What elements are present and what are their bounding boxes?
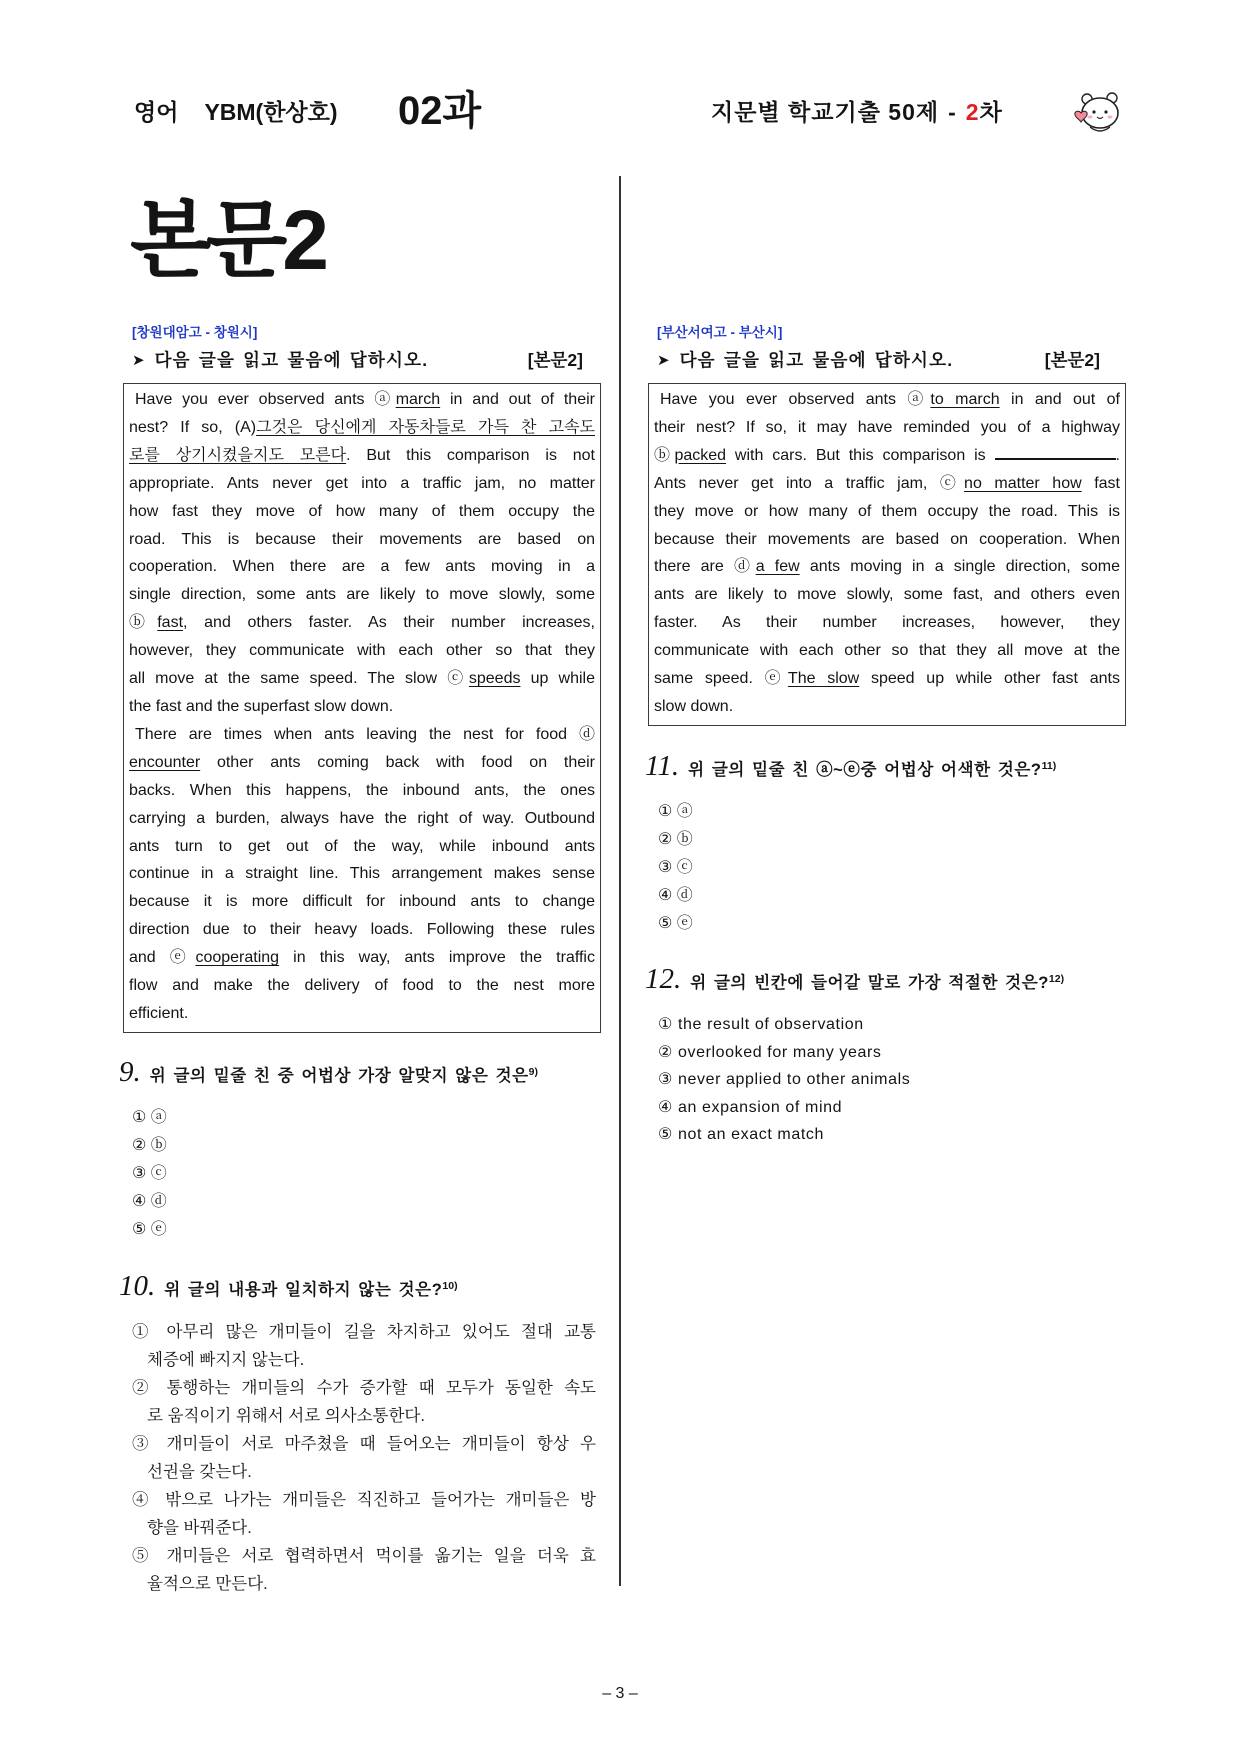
answer-option-5: [658, 910, 858, 938]
passage-line: [129, 442, 595, 470]
question-header: [119, 1269, 596, 1309]
passage-text: ⓑ: [654, 446, 675, 464]
passage-line: [129, 1000, 595, 1028]
option-text: ④ ⓓ: [658, 887, 693, 904]
passage-line: [129, 553, 595, 581]
passage-text: faster. As their number increases, however, they: [654, 614, 1120, 632]
option-text: ⑤ 개미들은 서로 협력하면서 먹이를 옮기는 일을 더욱 효: [132, 1547, 596, 1565]
question-10: [119, 1269, 596, 1598]
passage-line: [654, 693, 1120, 721]
passage-box: [648, 383, 1126, 726]
passage-line: [654, 442, 1120, 470]
passage-tag: [본문2]: [1044, 350, 1100, 370]
passage-line: [654, 637, 1120, 665]
passage-text: direction due to their heavy loads. Following these rules: [129, 921, 595, 939]
question-prompt: 위 글의 빈칸에 들어갈 말로 가장 적절한 것은?: [690, 974, 1049, 992]
option-text: 향을 바꿔준다.: [147, 1519, 252, 1537]
question-ref: 9): [528, 1066, 538, 1078]
passage-text: other ants coming back with food on their: [200, 753, 595, 771]
source-label: [부산서여고 - 부산시]: [657, 325, 783, 340]
instruction-row: [657, 348, 1100, 372]
answer-options: [132, 1318, 596, 1598]
option-text: 체증에 빠지지 않는다.: [147, 1351, 305, 1369]
passage-text: There are times when ants leaving the nest for food ⓓ: [135, 725, 595, 743]
passage-text: in and out of their: [440, 391, 595, 408]
question-12: [645, 962, 1098, 1149]
passage-line: [654, 470, 1120, 498]
question-number: 9.: [119, 1056, 141, 1088]
header-subject-block: [134, 100, 338, 124]
question-header: [645, 749, 1056, 789]
passage-line: [654, 386, 1120, 414]
underlined-text: march: [395, 391, 441, 408]
question-number: 10.: [119, 1270, 156, 1302]
option-text: 율적으로 만든다.: [147, 1575, 268, 1593]
passage-line: [129, 805, 595, 833]
passage-text: their nest? If so, it may have reminded you of a highway: [654, 418, 1120, 436]
answer-option-2: [658, 826, 858, 854]
passage-text: ants are likely to move slowly, some fast, and others even: [654, 586, 1120, 604]
instruction-row: [132, 348, 583, 372]
passage-line: [654, 553, 1120, 581]
passage-text: backs. When this happens, the inbound ants, the ones: [129, 781, 595, 799]
passage-text: communicate with each other so that they all move at the: [654, 642, 1120, 660]
underlined-text: to march: [930, 391, 1000, 408]
passage-text: appropriate. Ants never get into a traffic jam, no matter: [129, 474, 595, 492]
passage-line: [654, 526, 1120, 554]
underlined-text: encounter: [129, 753, 201, 771]
passage-line: [129, 414, 595, 442]
instruction-lead: [132, 348, 428, 372]
option-text: ⑤ ⓔ: [658, 915, 693, 932]
passage-text: in this way, ants improve the traffic: [279, 949, 595, 967]
passage-text: they move or how many of them occupy the road. This is: [654, 502, 1120, 520]
passage-text: however, they communicate with each other so that they: [129, 642, 595, 660]
answer-option-1: [658, 1011, 1098, 1039]
arrow-icon: [132, 348, 145, 372]
series-dash: -: [948, 99, 957, 125]
passage-line: [129, 944, 595, 972]
passage-tag: [본문2]: [527, 350, 583, 370]
passage-text: road. This is because their movements are based on: [129, 530, 595, 548]
passage-text: single direction, some ants are likely to move slowly, some: [129, 586, 595, 604]
bear-mascot-icon: [1072, 86, 1124, 136]
passage-text: speed up while other fast ants: [859, 670, 1120, 688]
answer-blank: [995, 444, 1116, 460]
question-11: [645, 749, 1056, 938]
question-9: [119, 1055, 538, 1244]
source-label: [창원대암고 - 창원시]: [132, 325, 258, 340]
passage-text: how fast they move of how many of them occupy the: [129, 502, 595, 520]
answer-option-4: [658, 882, 858, 910]
underlined-text: cooperating: [195, 949, 280, 967]
answer-option-4: [132, 1486, 596, 1542]
passage-box: [123, 383, 601, 1033]
question-number: 12.: [645, 963, 682, 995]
publisher-label: YBM(한상호): [204, 99, 338, 125]
option-text: ⑤ ⓔ: [132, 1221, 167, 1238]
question-ref: 12): [1048, 973, 1065, 985]
arrow-icon: [657, 348, 670, 372]
underlined-text: 로를 상기시켰을지도 모른다: [129, 446, 347, 464]
passage-line: [129, 777, 595, 805]
answer-option-5: [658, 1121, 1098, 1149]
passage-line: [129, 972, 595, 1000]
page-number: – 3 –: [602, 1685, 638, 1702]
option-text: ① 아무리 많은 개미들이 길을 차지하고 있어도 절대 교통: [132, 1323, 596, 1341]
passage-text: all move at the same speed. The slow ⓒ: [129, 670, 469, 688]
passage-line: [129, 665, 595, 693]
answer-option-5: [132, 1542, 596, 1598]
passage-text: with cars. But this comparison is: [726, 446, 995, 464]
underlined-text: speeds: [468, 670, 521, 688]
series-label-block: [711, 100, 1003, 124]
passage-line: [129, 581, 595, 609]
answer-options: [132, 1104, 332, 1244]
option-text: ① ⓐ: [132, 1109, 167, 1126]
underlined-text: packed: [674, 446, 727, 464]
passage-text: . But this comparison is not: [346, 446, 595, 464]
answer-option-5: [132, 1216, 332, 1244]
passage-text: fast: [1081, 474, 1121, 492]
answer-option-4: [658, 1094, 1098, 1122]
question-header: [645, 962, 1098, 1002]
passage-text: ants moving in a single direction, some: [799, 558, 1120, 576]
passage-text: Have you ever observed ants ⓐ: [660, 391, 931, 408]
underlined-text: The slow: [787, 670, 860, 688]
passage-line: [129, 609, 595, 637]
passage-text: cooperation. When there are a few ants moving in a: [129, 558, 595, 576]
passage-line: [129, 386, 595, 414]
answer-option-4: [132, 1188, 332, 1216]
question-prompt: 위 글의 내용과 일치하지 않는 것은?: [164, 1281, 443, 1299]
passage-text: nest? If so, (A): [129, 418, 257, 436]
option-text: ② overlooked for many years: [658, 1043, 882, 1061]
underlined-text: fast: [157, 614, 184, 632]
answer-option-2: [132, 1374, 596, 1430]
answer-option-1: [132, 1318, 596, 1374]
question-prompt: 위 글의 밑줄 친 중 어법상 가장 알맞지 않은 것은: [149, 1067, 529, 1085]
underlined-text: a few: [755, 558, 800, 576]
series-label: 지문별 학교기출 50제: [711, 99, 940, 125]
option-text: ① ⓐ: [658, 803, 693, 820]
round-suffix: 차: [979, 99, 1003, 125]
underlined-text: no matter how: [964, 474, 1082, 492]
passage-text: same speed. ⓔ: [654, 670, 788, 688]
passage-text: up while: [520, 670, 595, 688]
passage-line: [129, 498, 595, 526]
answer-option-1: [658, 798, 858, 826]
passage-line: [654, 609, 1120, 637]
passage-line: [129, 470, 595, 498]
passage-text: flow and make the delivery of food to the nest more: [129, 977, 595, 995]
answer-options: [658, 1011, 1098, 1149]
passage-text: carrying a burden, always have the right of way. Outbound: [129, 809, 595, 827]
instruction-text: 다음 글을 읽고 물음에 답하시오.: [154, 350, 429, 370]
passage-text: .: [1115, 446, 1120, 464]
option-text: 선권을 갖는다.: [147, 1463, 252, 1481]
option-text: ② 통행하는 개미들의 수가 증가할 때 모두가 동일한 속도: [132, 1379, 596, 1397]
option-text: ④ ⓓ: [132, 1193, 167, 1210]
passage-line: [654, 414, 1120, 442]
option-text: ③ never applied to other animals: [658, 1071, 911, 1089]
passage-text: Have you ever observed ants ⓐ: [135, 391, 396, 408]
passage-text: and ⓔ: [129, 949, 196, 967]
option-text: 로 움직이기 위해서 서로 의사소통한다.: [147, 1407, 425, 1425]
passage-line: [129, 693, 595, 721]
option-text: ③ ⓒ: [658, 859, 693, 876]
instruction-text: 다음 글을 읽고 물음에 답하시오.: [679, 350, 954, 370]
answer-option-2: [658, 1039, 1098, 1067]
answer-options: [658, 798, 858, 938]
question-header: [119, 1055, 538, 1095]
passage-text: slow down.: [654, 697, 734, 715]
instruction-lead: [657, 348, 953, 372]
passage-text: there are ⓓ: [654, 558, 756, 576]
option-text: ② ⓑ: [132, 1137, 167, 1154]
passage-line: [129, 916, 595, 944]
option-text: ③ ⓒ: [132, 1165, 167, 1182]
passage-text: continue in a straight line. This arrangement makes sense: [129, 865, 595, 883]
passage-text: , and others faster. As their number increases,: [183, 614, 595, 632]
option-text: ③ 개미들이 서로 마주쳤을 때 들어오는 개미들이 항상 우: [132, 1435, 596, 1453]
option-text: ④ an expansion of mind: [658, 1098, 843, 1116]
answer-option-1: [132, 1104, 332, 1132]
passage-line: [654, 581, 1120, 609]
passage-text: the fast and the superfast slow down.: [129, 697, 394, 715]
passage-text: ants turn to get out of the way, while inbound ants: [129, 837, 595, 855]
answer-option-2: [132, 1132, 332, 1160]
passage-text: because their movements are based on cooperation. When: [654, 530, 1120, 548]
answer-option-3: [658, 1066, 1098, 1094]
underlined-text: 그것은 당신에게 자동차들로 가득 찬 고속도: [256, 418, 595, 436]
passage-text: ⓑ: [129, 614, 158, 632]
question-ref: 10): [442, 1280, 458, 1292]
passage-line: [129, 526, 595, 554]
passage-line: [129, 749, 595, 777]
round-number: 2: [965, 99, 980, 125]
option-text: ⑤ not an exact match: [658, 1126, 824, 1144]
option-text: ① the result of observation: [658, 1016, 864, 1033]
passage-line: [654, 665, 1120, 693]
passage-line: [129, 833, 595, 861]
answer-option-3: [658, 854, 858, 882]
passage-text: in and out of: [999, 391, 1120, 408]
passage-text: efficient.: [129, 1004, 189, 1022]
passage-text: Ants never get into a traffic jam, ⓒ: [654, 474, 965, 492]
passage-line: [129, 860, 595, 888]
lesson-label: 02과: [398, 89, 482, 133]
passage-line: [129, 721, 595, 749]
column-divider: [619, 176, 621, 1586]
question-ref: 11): [1041, 760, 1057, 772]
answer-option-3: [132, 1160, 332, 1188]
passage-line: [129, 888, 595, 916]
subject-label: 영어: [134, 99, 179, 125]
answer-option-3: [132, 1430, 596, 1486]
section-title: 본문2: [130, 193, 325, 287]
question-prompt: 위 글의 밑줄 친 ⓐ~ⓔ중 어법상 어색한 것은?: [688, 761, 1042, 779]
option-text: ④ 밖으로 나가는 개미들은 직진하고 들어가는 개미들은 방: [132, 1491, 596, 1509]
passage-line: [654, 498, 1120, 526]
passage-text: because it is more difficult for inbound ants to change: [129, 893, 595, 911]
question-number: 11.: [645, 750, 680, 782]
passage-line: [129, 637, 595, 665]
option-text: ② ⓑ: [658, 831, 693, 848]
